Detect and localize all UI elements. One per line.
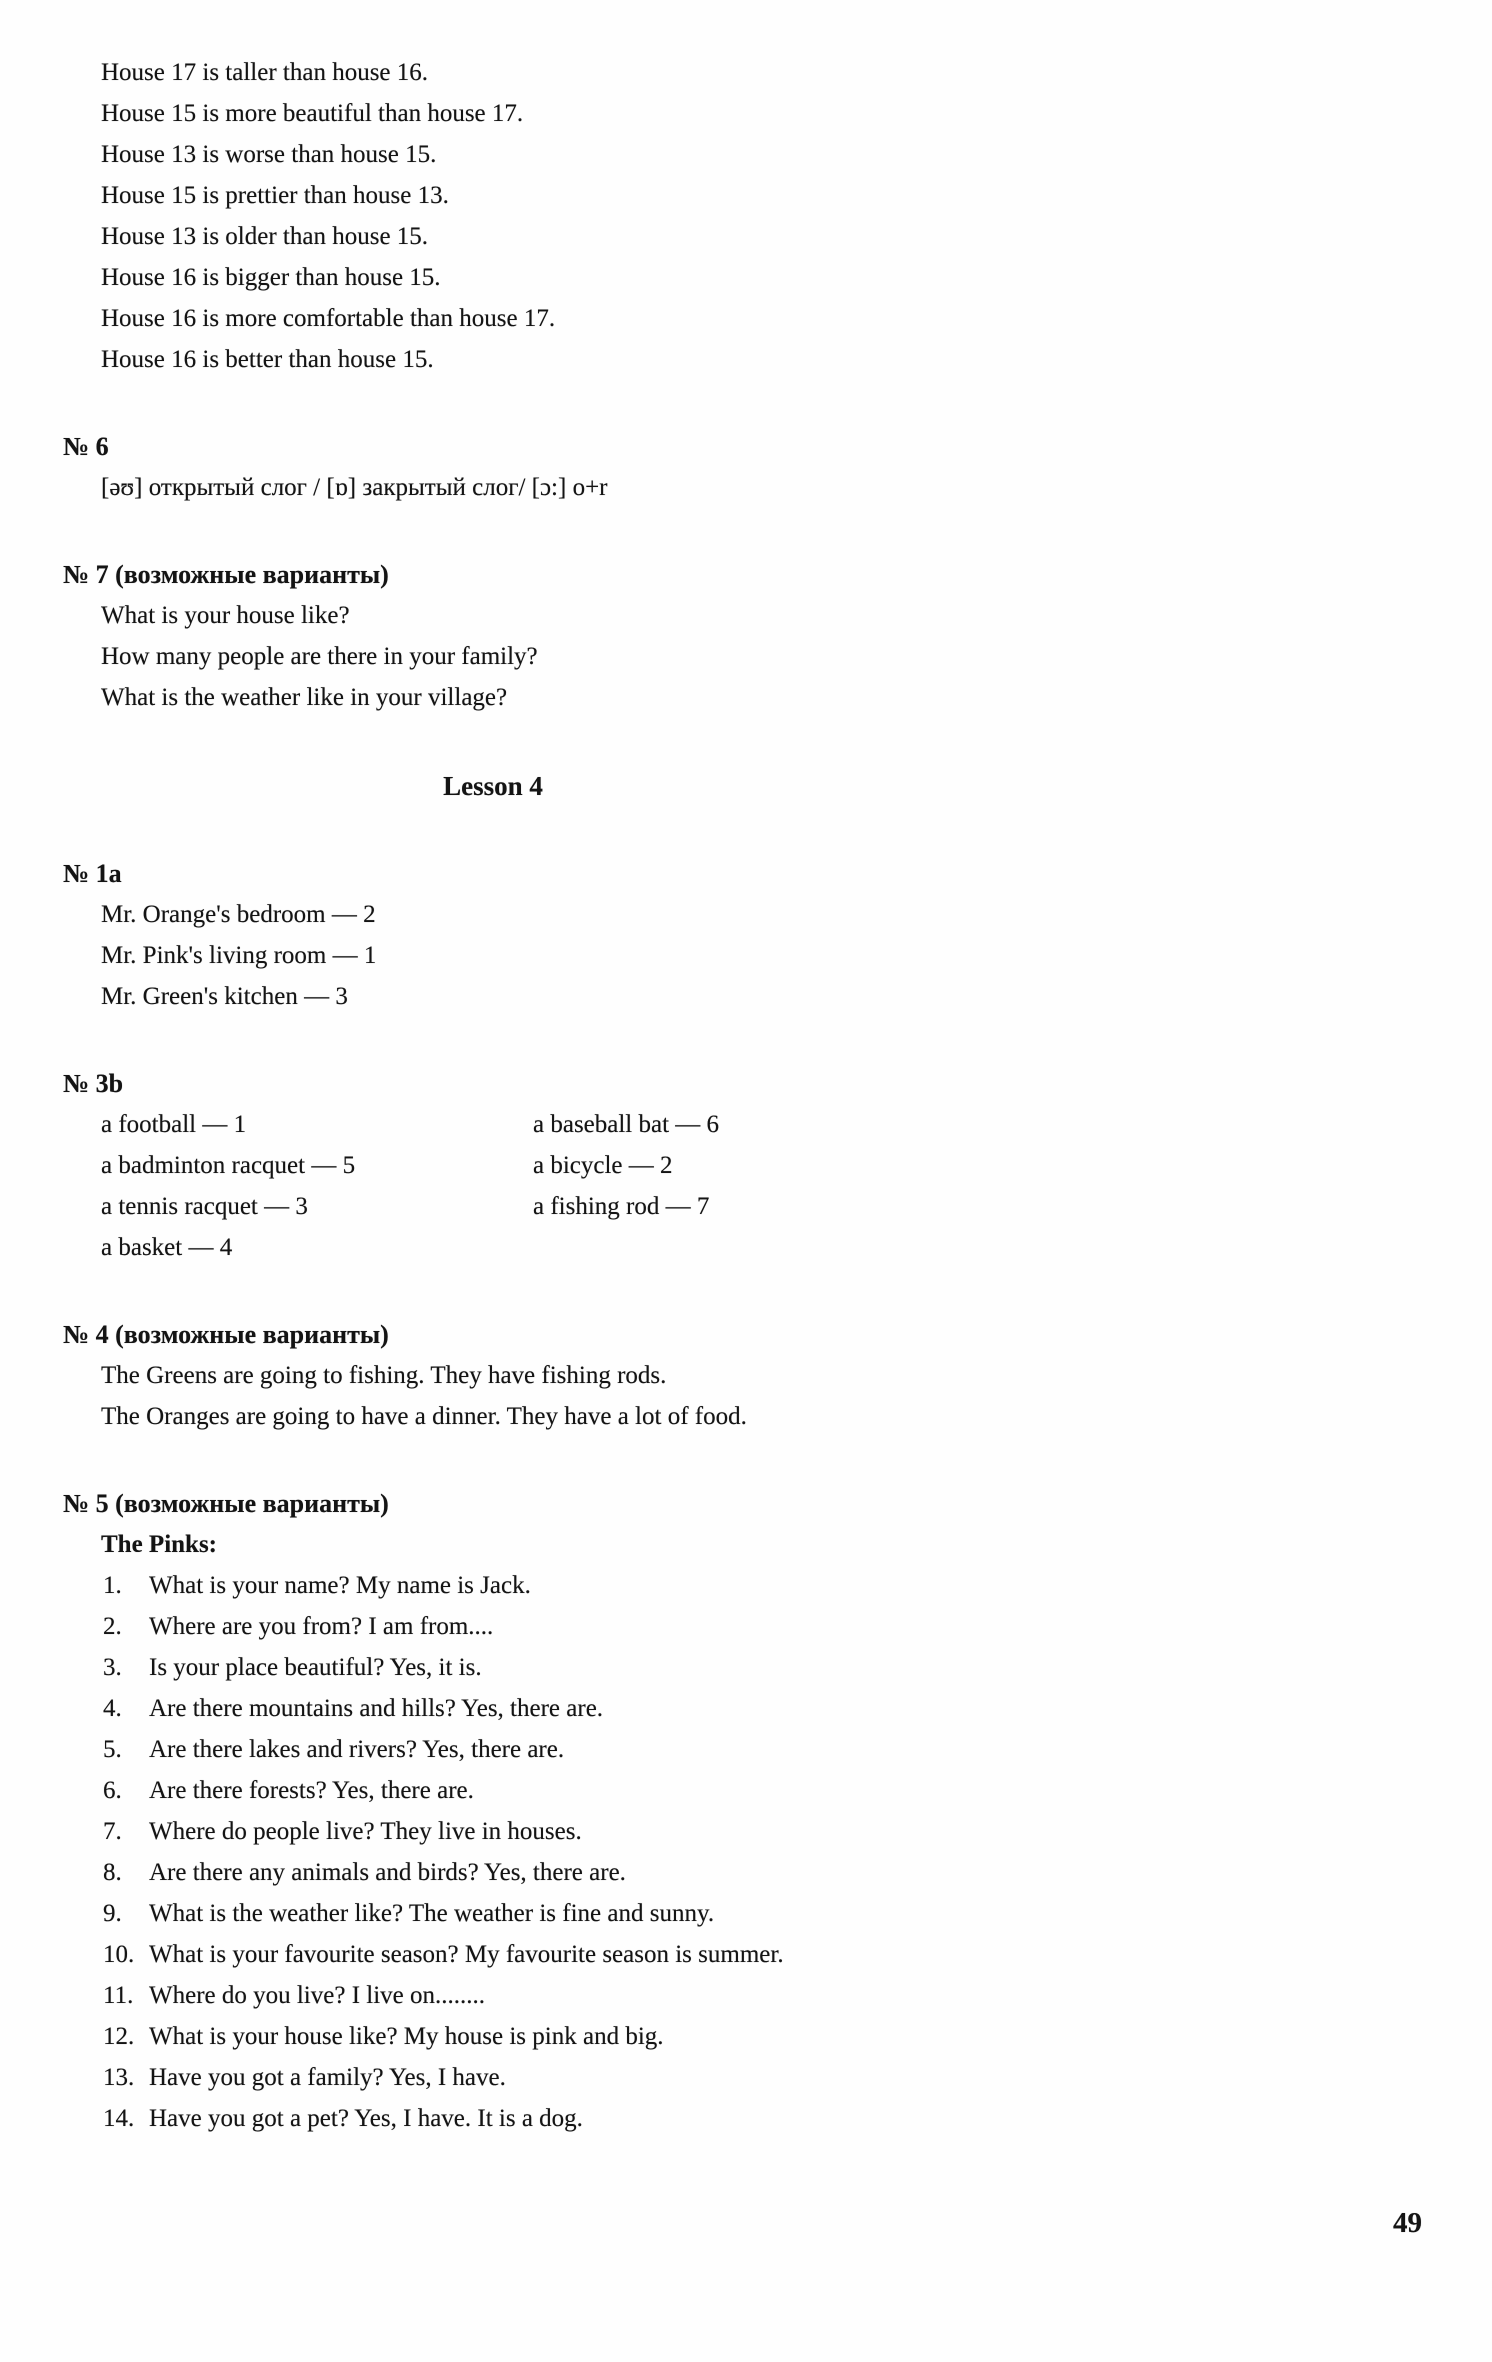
item-number: 6. <box>103 1777 122 1804</box>
numbered-item <box>103 1852 923 1893</box>
item-number: 12. <box>103 2023 135 2050</box>
task-3b-item: a basket — 4 <box>101 1234 233 1261</box>
house-comparison-line: House 16 is better than house 15. <box>101 346 434 373</box>
house-comparison-line: House 16 is more comfortable than house 17. <box>101 305 556 332</box>
numbered-item <box>103 1934 923 1975</box>
task-4-answer-line: The Oranges are going to have a dinner. They have a lot of food. <box>101 1403 747 1430</box>
item-number: 4. <box>103 1695 122 1722</box>
numbered-item <box>103 1688 923 1729</box>
item-text: What is your favourite season? My favourite season is summer. <box>149 1941 784 1968</box>
numbered-item <box>103 2098 923 2139</box>
item-text: Where do people live? They live in houses. <box>149 1818 582 1845</box>
item-number: 13. <box>103 2064 135 2091</box>
numbered-item <box>103 1606 923 1647</box>
house-comparison-line: House 15 is prettier than house 13. <box>101 182 449 209</box>
task-4-answer-line: The Greens are going to fishing. They have fishing rods. <box>101 1362 667 1389</box>
item-text: Where are you from? I am from.... <box>149 1613 494 1640</box>
item-text: What is your house like? My house is pink and big. <box>149 2023 664 2050</box>
task-1a-answer-line: Mr. Green's kitchen — 3 <box>101 983 348 1010</box>
task-3b-columns <box>101 1104 923 1268</box>
task-6-heading: № 6 <box>63 432 109 461</box>
item-text: What is your name? My name is Jack. <box>149 1572 531 1599</box>
task-3b-heading: № 3b <box>63 1069 124 1098</box>
task-6-phonetics-line: [əʊ] открытый слог / [ɒ] закрытый слог/ [ɔ:] o+r <box>101 474 608 501</box>
numbered-item <box>103 1729 923 1770</box>
numbered-item <box>103 2016 923 2057</box>
numbered-item <box>103 1811 923 1852</box>
task-7-answer-line: What is the weather like in your village? <box>101 684 508 711</box>
task-3b-item: a bicycle — 2 <box>533 1152 673 1179</box>
task-5-subheading: The Pinks: <box>101 1531 218 1558</box>
numbered-item <box>103 2057 923 2098</box>
item-number: 5. <box>103 1736 122 1763</box>
item-text: Is your place beautiful? Yes, it is. <box>149 1654 482 1681</box>
task-5-heading: № 5 (возможные варианты) <box>63 1489 389 1518</box>
item-text: Are there mountains and hills? Yes, there are. <box>149 1695 604 1722</box>
numbered-item <box>103 1893 923 1934</box>
item-text: Are there forests? Yes, there are. <box>149 1777 474 1804</box>
item-number: 3. <box>103 1654 122 1681</box>
item-text: Have you got a pet? Yes, I have. It is a dog. <box>149 2105 583 2132</box>
task-7-answer-line: How many people are there in your family? <box>101 643 538 670</box>
task-7-answer-line: What is your house like? <box>101 602 350 629</box>
task-3b-left-column <box>101 1104 533 1268</box>
item-text: What is the weather like? The weather is fine and sunny. <box>149 1900 715 1927</box>
lesson-4-heading: Lesson 4 <box>443 771 543 801</box>
house-comparison-line: House 16 is bigger than house 15. <box>101 264 441 291</box>
numbered-item <box>103 1770 923 1811</box>
house-comparison-list <box>63 52 923 380</box>
task-1a-answer-line: Mr. Orange's bedroom — 2 <box>101 901 376 928</box>
house-comparison-line: House 13 is worse than house 15. <box>101 141 437 168</box>
item-number: 9. <box>103 1900 122 1927</box>
task-3b-item: a badminton racquet — 5 <box>101 1152 356 1179</box>
page-number: 49 <box>1393 2207 1422 2239</box>
task-3b-item: a fishing rod — 7 <box>533 1193 710 1220</box>
item-number: 14. <box>103 2105 135 2132</box>
task-1a-heading: № 1a <box>63 859 122 888</box>
numbered-item <box>103 1565 923 1606</box>
numbered-item <box>103 1647 923 1688</box>
house-comparison-line: House 15 is more beautiful than house 17. <box>101 100 524 127</box>
item-number: 2. <box>103 1613 122 1640</box>
task-7-heading: № 7 (возможные варианты) <box>63 560 389 589</box>
task-4-heading: № 4 (возможные варианты) <box>63 1320 389 1349</box>
house-comparison-line: House 13 is older than house 15. <box>101 223 429 250</box>
item-number: 10. <box>103 1941 135 1968</box>
item-number: 7. <box>103 1818 122 1845</box>
task-3b-right-column <box>533 1104 923 1268</box>
item-number: 8. <box>103 1859 122 1886</box>
item-number: 1. <box>103 1572 122 1599</box>
task-1a-answer-line: Mr. Pink's living room — 1 <box>101 942 377 969</box>
item-text: Are there lakes and rivers? Yes, there are. <box>149 1736 565 1763</box>
task-5-numbered-list <box>103 1565 923 2139</box>
item-number: 11. <box>103 1982 134 2009</box>
task-3b-item: a tennis racquet — 3 <box>101 1193 308 1220</box>
item-text: Where do you live? I live on........ <box>149 1982 486 2009</box>
house-comparison-line: House 17 is taller than house 16. <box>101 59 429 86</box>
item-text: Are there any animals and birds? Yes, there are. <box>149 1859 626 1886</box>
task-3b-item: a football — 1 <box>101 1111 247 1138</box>
item-text: Have you got a family? Yes, I have. <box>149 2064 506 2091</box>
numbered-item <box>103 1975 923 2016</box>
task-3b-item: a baseball bat — 6 <box>533 1111 720 1138</box>
page-content <box>63 52 923 2139</box>
